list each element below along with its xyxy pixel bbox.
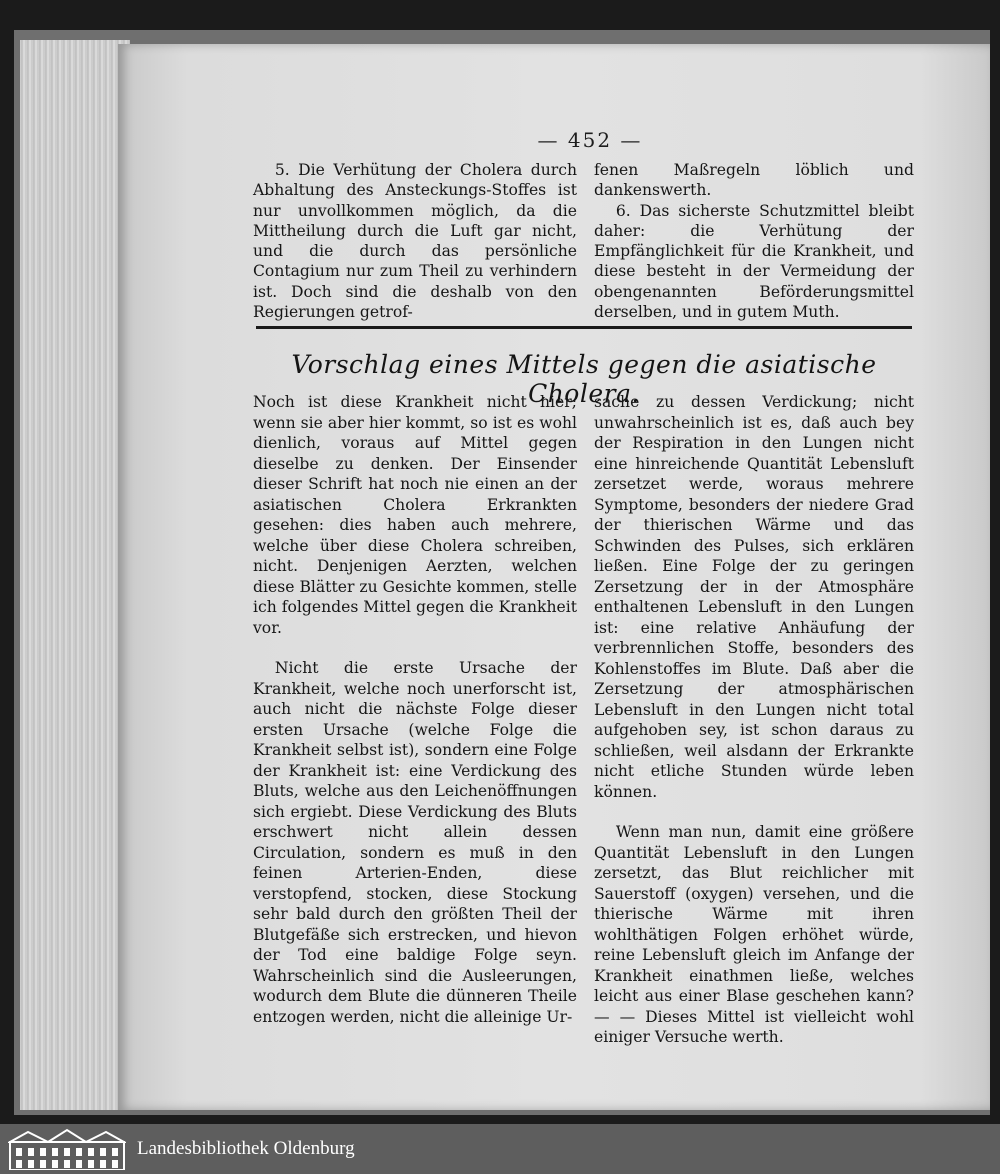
article-right-column — [594, 392, 914, 1048]
section-divider — [256, 326, 912, 329]
article-paragraph-1: Noch ist diese Krankheit nicht hier; wenn sie aber hier kommt, so ist es wohl dienlich, voraus auf Mittel gegen dieselbe zu denken. Der Einsender dieser Schrift hat noch nie einen an der asiatischen Cholera Erkrankten gesehen: dies haben auch mehrere, welche über diese Cholera schreiben, nicht. Denjenigen Aerzten, welchen diese Blätter zu Gesichte kommen, stelle ich folgendes Mittel gegen die Krankheit vor. — [253, 393, 577, 637]
page-edges — [20, 40, 130, 1110]
paragraph-continuation: fenen Maßregeln löblich und dankenswerth. — [594, 161, 914, 200]
article-title: Vorschlag eines Mittels gegen die asiatische Cholera. — [291, 350, 877, 408]
article-paragraph-3: sache zu dessen Verdickung; nicht unwahrscheinlich ist es, daß auch bey der Respiration in den Lungen nicht eine hinreichende Quantität Lebensluft zersetzet werde, woraus mehrere Symptome, besonders der niedere Grad der thierischen Wärme und das Schwinden des Pulses, sich erklären ließen. Eine Folge der zu geringen Zersetzung der in der Atmosphäre enthaltenen Lebensluft in den Lungen ist: eine relative Anhäufung der verbrennlichen Stoffe, besonders des Kohlenstoffes im Blute. Daß aber die Zersetzung der atmosphärischen Lebensluft in den Lungen nicht total aufgehoben sey, ist schon daraus zu schließen, weil alsdann der Erkrankte nicht etliche Stunden würde leben können. — [594, 393, 914, 801]
paragraph-item-6: 6. Das sicherste Schutzmittel bleibt daher: die Verhütung der Empfänglichkeit für die Krankheit, und diese besteht in der Vermeidung der obengenannten Beförderungsmittel derselben, und in gutem Muth. — [594, 201, 914, 322]
paragraph-item-5: 5. Die Verhütung der Cholera durch Abhaltung des Ansteckungs-Stoffes ist nur unvollkommen möglich, da die Mittheilung durch die Luft gar nicht, und die durch das persönliche Contagium nur zum Theil zu verhindern ist. Doch sind die deshalb von den Regierungen getrof- — [253, 161, 577, 322]
page-number: — 452 — — [537, 128, 643, 152]
top-right-column — [594, 160, 914, 322]
top-left-column — [253, 160, 577, 322]
footer-bar — [0, 1124, 1000, 1174]
article-paragraph-4: Wenn man nun, damit eine größere Quantität Lebensluft in den Lungen zersetzt, das Blut reichlicher mit Sauerstoff (oxygen) versehen, und die thierische Wärme mit ihren wohlthätigen Folgen erhöhet würde, reine Lebensluft gleich im Anfange der Krankheit einathmen ließe, welches leicht aus einer Blase geschehen kann? — — Dieses Mittel ist vielleicht wohl einiger Versuche werth. — [594, 823, 914, 1046]
library-building-icon — [8, 1128, 126, 1170]
article-left-column — [253, 392, 577, 1027]
article-paragraph-2: Nicht die erste Ursache der Krankheit, welche noch unerforscht ist, auch nicht die nächste Folge dieser ersten Ursache (welche Folge die Krankheit selbst ist), sondern eine Folge der Krankheit ist: eine Verdickung des Bluts, welche aus den Leichenöffnungen sich ergiebt. Diese Verdickung des Bluts erschwert nicht allein dessen Circulation, sondern es muß in den feinen Arterien-Enden, diese verstopfend, stocken, diese Stockung sehr bald durch den größten Theil der Blutgefäße sich erstrecken, und hievon der Tod eine baldige Folge seyn. Wahrscheinlich sind die Ausleerungen, wodurch dem Blute die dünneren Theile entzogen werden, nicht die alleinige Ur- — [253, 659, 577, 1026]
library-name: Landesbibliothek Oldenburg — [137, 1138, 355, 1159]
